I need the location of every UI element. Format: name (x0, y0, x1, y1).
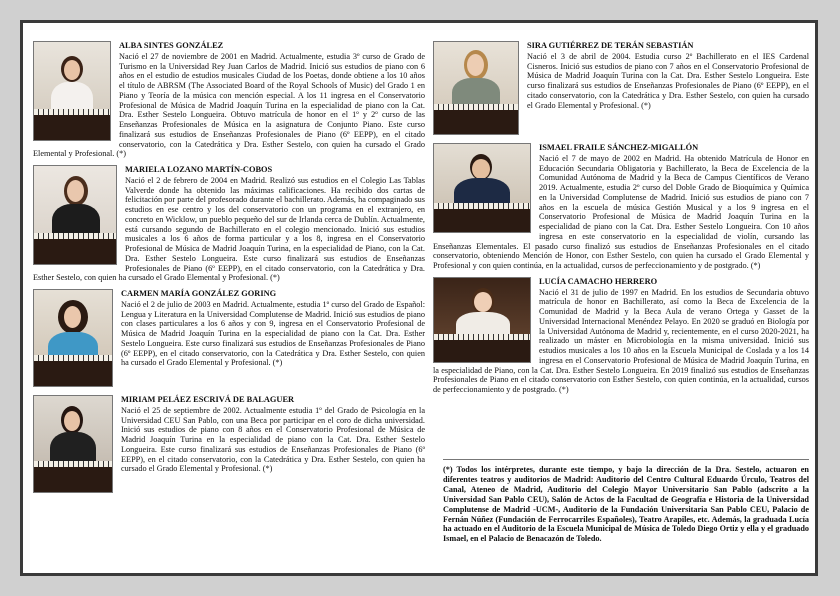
portrait-photo-carmen (33, 289, 113, 387)
performer-bio: Nació el 25 de septiembre de 2002. Actualmente estudia 1º del Grado de Psicología en la Universidad CEU San Pablo, con una Beca por participar en el coro de dicha universidad. Inició sus estudios de piano con 8 años en el Conservatorio Profesional de Música de Madrid Joaquín Turina en la especialidad de piano con la Cat. Dra. Esther Sestelo Longueira. Este curso finalizará sus estudios de Enseñanzas Profesionales de Piano (6º EEPP), en el citado conservatorio, con la Catedrática y Dra. Esther Sestelo, con quien ha cursado el Grado Elemental y Profesional. (*) (121, 405, 425, 474)
performer-name: CARMEN MARÍA GONZÁLEZ GORING (121, 289, 277, 298)
bio-entry-mariela (33, 165, 425, 283)
performer-bio: Nació el 7 de mayo de 2002 en Madrid. Ha obtenido Matrícula de Honor en Educación Secundaria Obligatoria y Bachillerato, la Beca de Excelencia de la Comunidad Autónoma de Madrid y la Beca de Campus Científicos de Verano 2019. Actualmente, estudia 2º curso del Doble Grado de Bioquímica y Química en la Universidad Complutense de Madrid. Inició sus estudios de piano con 7 años en la escuela de música Gestión Musical y a los 9 ingresa en el Conservatorio Profesional de Música de Madrid Joaquín Turina en la especialidad de piano con la Cat. Dra. Esther Sestelo Longueira. Con 10 años ingresa en este conservatorio en la especialidad de violín, cursando las Enseñanzas Elementales. El pasado curso finalizó sus estudios de Enseñanzas Profesionales en el citado conservatorio, obteniendo Mención de Honor, con Esther Sestelo, con quien ha cursado el Grado Elemental y Profesional y con quien continúa, en la actualidad, cursos de perfeccionamiento y de postgrado. (*) (433, 153, 809, 270)
portrait-photo-alba (33, 41, 111, 141)
right-column (433, 41, 809, 395)
portrait-photo-mariela (33, 165, 117, 265)
bio-entry-ismael (433, 143, 809, 271)
bio-entry-miriam (33, 395, 425, 495)
portrait-photo-lucia (433, 277, 531, 363)
performer-bio: Nació el 27 de noviembre de 2001 en Madrid. Actualmente, estudia 3º curso de Grado de Turismo en la Universidad Rey Juan Carlos de Madrid. Inició sus estudios de piano con 6 años en el estudio de estudios musicales Ciudad de los Poetas, donde obtiene a los 10 años el título de ABRSM (The Associated Board of the Royal Schools of Music) del Grado 1 en Piano y Teoría de la música con mención especial. A los 11 ingresa en el Conservatorio Profesional de Música de Madrid Joaquín Turina en la especialidad de piano con la Cat. Dra. Esther Sestelo Longueira. Obtuvo matrícula de honor en el 1º y 2º curso de las Enseñanzas Profesionales de Música en la asignatura de Conjunto Piano. Este curso finalizará sus estudios de Enseñanzas Profesionales de Piano (6º EEPP), en el citado conservatorio, con la Catedrática y Dra. Esther Sestelo, con quien ha cursado el Grado Elemental y Profesional. (*) (33, 51, 425, 159)
bio-entry-sira (433, 41, 809, 137)
performer-bio: Nació el 31 de julio de 1997 en Madrid. En los estudios de Secundaria obtuvo matrícula de honor en Bachillerato, así como la Beca de Excelencia de la Comunidad de Madrid y la Beca Aula de verano Ortega y Gasset de la Universidad Internacional Menéndez Pelayo. En 2020 se graduó en Biología por la Universidad Autónoma de Madrid y, recientemente, en el curso 2020-2021, ha realizado un máster en Microbiología en la misma universidad. Inició sus estudios musicales a los 10 años en la Escuela Municipal de Coslada y a los 14 ingresa en el Conservatorio Profesional de Música de Madrid Joaquín Turina, en la especialidad de Piano, con la Cat. Dra. Esther Sestelo Longueira. En 2019 finalizó sus estudios de Enseñanzas Profesionales de Piano en el citado conservatorio con Esther Sestelo, con quien continúa, en la actualidad, cursos de perfeccionamiento y de postgrado. (*) (433, 287, 809, 394)
performer-name: ALBA SINTES GONZÁLEZ (119, 41, 224, 50)
portrait-photo-sira (433, 41, 519, 135)
portrait-photo-miriam (33, 395, 113, 493)
bio-entry-carmen (33, 289, 425, 389)
performer-name: MIRIAM PELÁEZ ESCRIVÁ DE BALAGUER (121, 395, 295, 404)
portrait-photo-ismael (433, 143, 531, 233)
performer-name: SIRA GUTIÉRREZ DE TERÁN SEBASTIÁN (527, 41, 694, 50)
performer-bio: Nació el 2 de julio de 2003 en Madrid. Actualmente, estudia 1º curso del Grado de Español: Lengua y Literatura en la Universidad Complutense de Madrid. Inició sus estudios de piano con clases particulares a los 6 años y con 9, ingresa en el Conservatorio Profesional de Música de Madrid Joaquín Turina en la especialidad de piano con la Cat. Dra. Esther Sestelo Longueira. Este curso finalizará sus estudios de Enseñanzas Profesionales de Piano (6º EEPP), en el citado conservatorio, con la Catedrática y Dra. Esther Sestelo, con quien ha cursado el Grado Elemental y Profesional. (*) (121, 299, 425, 368)
performer-name: LUCÍA CAMACHO HERRERO (539, 276, 658, 286)
bio-entry-lucia (433, 277, 809, 395)
performer-name: MARIELA LOZANO MARTÍN-COBOS (125, 165, 273, 174)
footnote: (*) Todos los intérpretes, durante este tiempo, y bajo la dirección de la Dra. Sestelo, actuaron en diferentes teatros y auditorios de Madrid: Auditorio del Centro Cultural Eduardo Úrculo, Teatros del Canal, Ateneo de Madrid, Auditorio del Colegio Mayor Universitario San Pablo (adscrito a la Universidad San Pablo CEU), Salón de Actos de la Facultad de Geografía e Historia de la Universidad Complutense de Madrid -UCM-, Auditorio de la Fundación Universitaria San Pablo CEU, Palacio de Fernán Núñez (Fundación de Ferrocarriles Españoles), Teatro Arapiles, etc. Además, la graduada Lucía ha actuado en el Auditorio de la Escuela Municipal de Música de Toledo Diego Ortiz y ella y el graduado Ismael, en el Palacio de Benacazón de Toledo. (443, 459, 809, 544)
program-page (20, 20, 818, 576)
performer-bio: Nació el 3 de abril de 2004. Estudia curso 2º Bachillerato en el IES Cardenal Cisneros. Inició sus estudios de piano con 7 años en el Conservatorio Profesional de Música de Madrid Joaquín Turina con la Cat. Dra. Esther Sestelo Longueira. Este curso finalizará sus estudios de Enseñanzas Profesionales de Piano (6º EEPP), en el citado conservatorio, con la Catedrática y Dra. Esther Sestelo, con quien ha cursado el Grado Elemental y Profesional. (*) (527, 51, 809, 110)
performer-bio: Nació el 2 de febrero de 2004 en Madrid. Realizó sus estudios en el Colegio Las Tablas Valverde donde ha obtenido las máximas calificaciones. Ha recibido dos cartas de felicitación por parte del profesorado durante el bachillerato. Además, ha compaginado sus estudios en ese centro y los del conservatorio con un programa en el extranjero, en concreto en Wicklow, un pueblo pequeño del sur de Irlanda cerca de Dublín. Actualmente, está cursando segundo de Bachillerato en el colegio mencionado. Inició sus estudios musicales a los 6 años de forma particular y a los 8, ingresa en el Conservatorio Profesional de Música de Madrid Joaquín Turina, en la especialidad de Piano, con la Cat. Dra. Esther Sestelo Longueira. Este curso finalizará sus estudios de Enseñanzas Profesionales de Piano (6º EEPP), en el citado conservatorio, con la Catedrática y Dra. Esther Sestelo, con quien ha cursado el Grado Elemental y Profesional. (*) (33, 175, 425, 283)
left-column (33, 41, 425, 495)
bio-entry-alba (33, 41, 425, 159)
performer-name: ISMAEL FRAILE SÁNCHEZ-MIGALLÓN (539, 143, 699, 152)
